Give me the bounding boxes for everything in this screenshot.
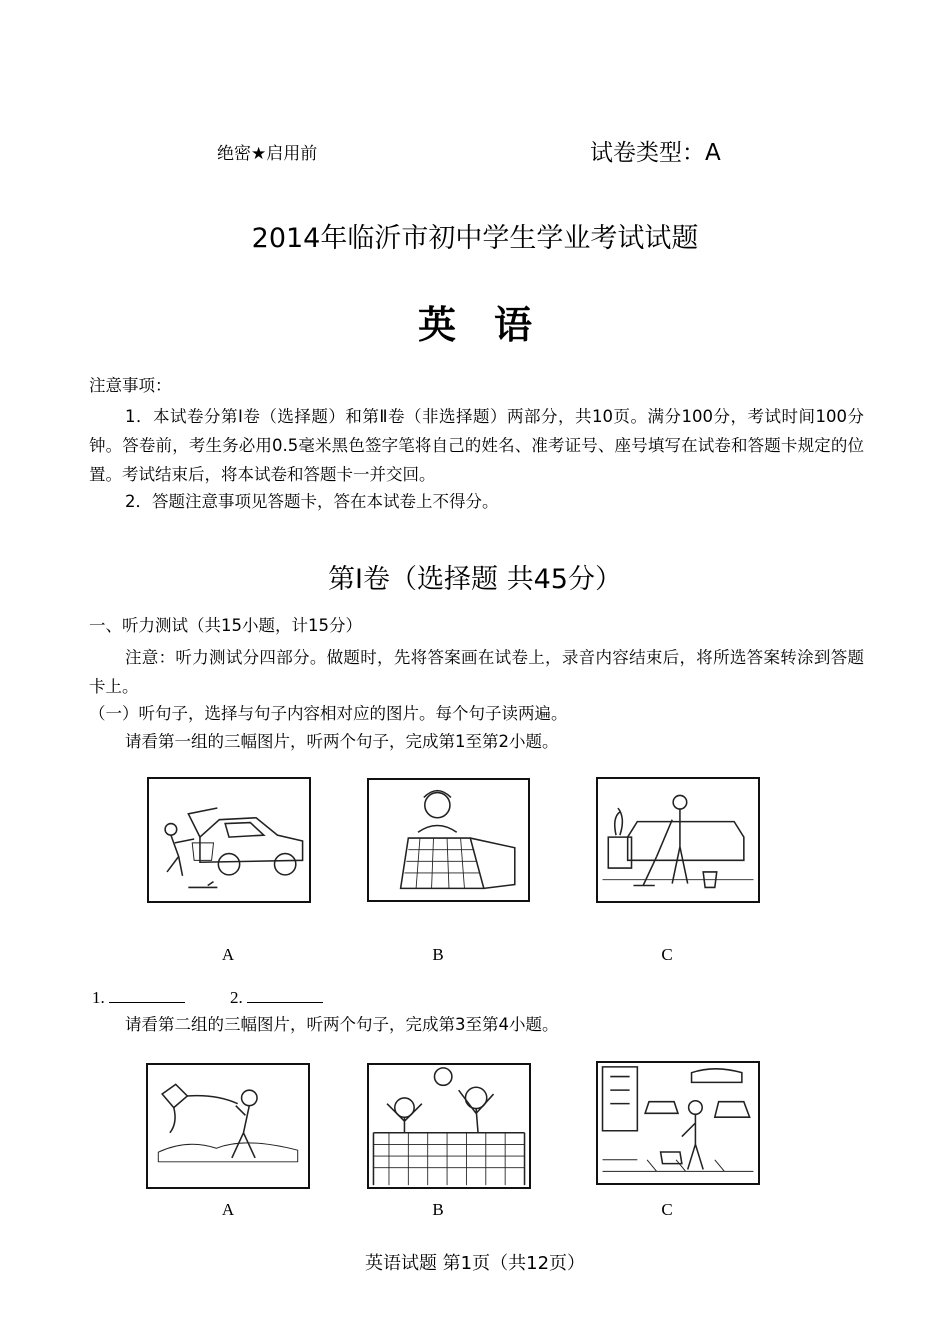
page-title: 2014年临沂市初中学生学业考试试题 bbox=[251, 223, 699, 254]
option-label-c: C bbox=[661, 945, 673, 964]
notes-item-1: 1．本试卷分第Ⅰ卷（选择题）和第Ⅱ卷（非选择题）两部分，共10页。满分100分，考试时间100分钟。答卷前，考生务必用0.5毫米黑色签字笔将自己的姓名、准考证号、座号填写在试卷和答题卡规定的位置。考试结束后，将本试卷和答题卡一并交回。 bbox=[89, 407, 864, 484]
section-title: 第I卷（选择题 共45分） bbox=[328, 564, 622, 595]
street-crossing-picture bbox=[596, 1061, 760, 1185]
answer-blank-1[interactable] bbox=[92, 988, 185, 1006]
answer-blank-2[interactable] bbox=[230, 988, 323, 1006]
blank-number-2: 2. bbox=[230, 988, 243, 1007]
kite-flying-picture bbox=[146, 1063, 310, 1189]
part1-heading: 一、听力测试（共15小题，计15分） bbox=[89, 616, 362, 635]
notes-item-2: 2．答题注意事项见答题卡，答在本试卷上不得分。 bbox=[125, 492, 499, 511]
subject-title: 英语 bbox=[417, 303, 570, 347]
option-label-c: C bbox=[661, 1200, 673, 1219]
page-footer: 英语试题 第1页（共12页） bbox=[364, 1253, 586, 1274]
car-repair-picture bbox=[147, 777, 311, 903]
option-label-b: B bbox=[432, 945, 444, 964]
option-label-a: A bbox=[221, 945, 235, 964]
group1-instruction: 请看第一组的三幅图片，听两个句子，完成第1至第2小题。 bbox=[125, 732, 559, 751]
secret-label: 绝密★启用前 bbox=[217, 144, 318, 164]
option-label-a: A bbox=[221, 1200, 235, 1219]
notes-heading: 注意事项： bbox=[89, 376, 172, 395]
paper-type: 试卷类型：A bbox=[590, 140, 721, 166]
sub-section-1: （一）听句子，选择与句子内容相对应的图片。每个句子读两遍。 bbox=[89, 704, 568, 723]
group2-instruction: 请看第二组的三幅图片，听两个句子，完成第3至第4小题。 bbox=[125, 1015, 559, 1034]
part1-note: 注意：听力测试分四部分。做题时，先将答案画在试卷上，录音内容结束后，将所选答案转涂到答题卡上。 bbox=[89, 648, 864, 696]
girl-knitting-picture bbox=[367, 778, 530, 902]
option-label-b: B bbox=[432, 1200, 444, 1219]
blank-number-1: 1. bbox=[92, 988, 105, 1007]
boy-mopping-picture bbox=[596, 777, 760, 903]
volleyball-picture bbox=[367, 1063, 531, 1189]
